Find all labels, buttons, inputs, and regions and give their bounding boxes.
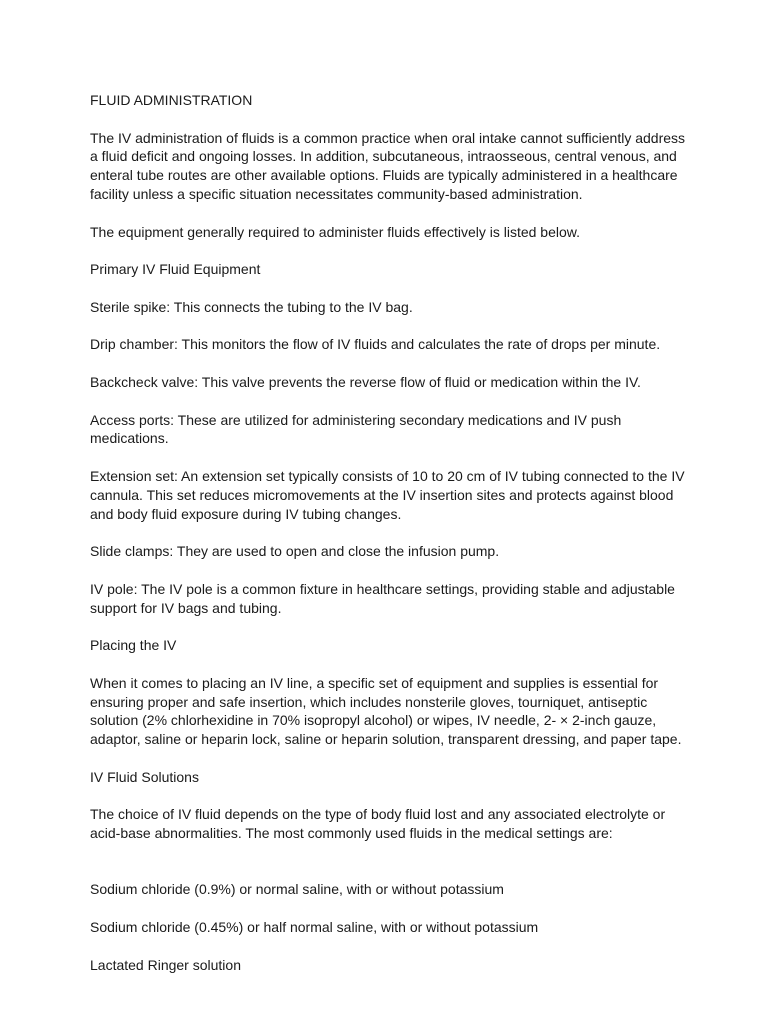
- placing-paragraph: When it comes to placing an IV line, a specific set of equipment and supplies is essential for ensuring proper and safe insertion, which includes nonsterile gloves, tourniquet, antiseptic solution (2% chlorhexidine in 70% isopropyl alcohol) or wipes, IV needle, 2- × 2-inch gauze, adaptor, saline or heparin lock, saline or heparin solution, transparent dressing, and paper tape.: [90, 674, 682, 748]
- equipment-item-access-ports: Access ports: These are utilized for administering secondary medications and IV push medications.: [90, 411, 622, 447]
- solutions-heading: IV Fluid Solutions: [90, 768, 199, 785]
- equipment-item-drip-chamber: Drip chamber: This monitors the flow of IV fluids and calculates the rate of drops per minute.: [90, 336, 661, 353]
- equipment-item-slide-clamps: Slide clamps: They are used to open and close the infusion pump.: [90, 543, 500, 560]
- fluid-list: [90, 862, 690, 994]
- equipment-lead-paragraph: The equipment generally required to administer fluids effectively is listed below.: [90, 223, 580, 240]
- intro-paragraph: The IV administration of fluids is a common practice when oral intake cannot sufficiently address a fluid deficit and ongoing losses. In addition, subcutaneous, intraosseous, central venous, and enteral tube routes are other available options. Fluids are typically administered in a healthcare facility unless a specific situation necessitates community-based administration.: [90, 129, 686, 202]
- equipment-item-backcheck-valve: Backcheck valve: This valve prevents the reverse flow of fluid or medication within the IV.: [90, 373, 641, 390]
- fluid-item-normal-saline: Sodium chloride (0.9%) or normal saline, with or without potassium: [90, 881, 504, 898]
- document-title: FLUID ADMINISTRATION: [90, 92, 253, 108]
- equipment-item-sterile-spike: Sterile spike: This connects the tubing to the IV bag.: [90, 298, 413, 315]
- fluid-item-half-normal-saline: Sodium chloride (0.45%) or half normal saline, with or without potassium: [90, 919, 539, 936]
- equipment-item-extension-set: Extension set: An extension set typically consists of 10 to 20 cm of IV tubing connected to the IV cannula. This set reduces micromovements at the IV insertion sites and protects against blood and body fluid exposure during IV tubing changes.: [90, 467, 685, 522]
- solutions-paragraph: The choice of IV fluid depends on the type of body fluid lost and any associated electrolyte or acid-base abnormalities. The most commonly used fluids in the medical settings are:: [90, 806, 666, 842]
- placing-heading: Placing the IV: [90, 637, 177, 654]
- fluid-item-lactated-ringer: Lactated Ringer solution: [90, 956, 241, 973]
- equipment-item-iv-pole: IV pole: The IV pole is a common fixture in healthcare settings, providing stable and adjustable support for IV bags and tubing.: [90, 580, 675, 616]
- document-page: [90, 91, 690, 1012]
- primary-equipment-heading: Primary IV Fluid Equipment: [90, 261, 261, 278]
